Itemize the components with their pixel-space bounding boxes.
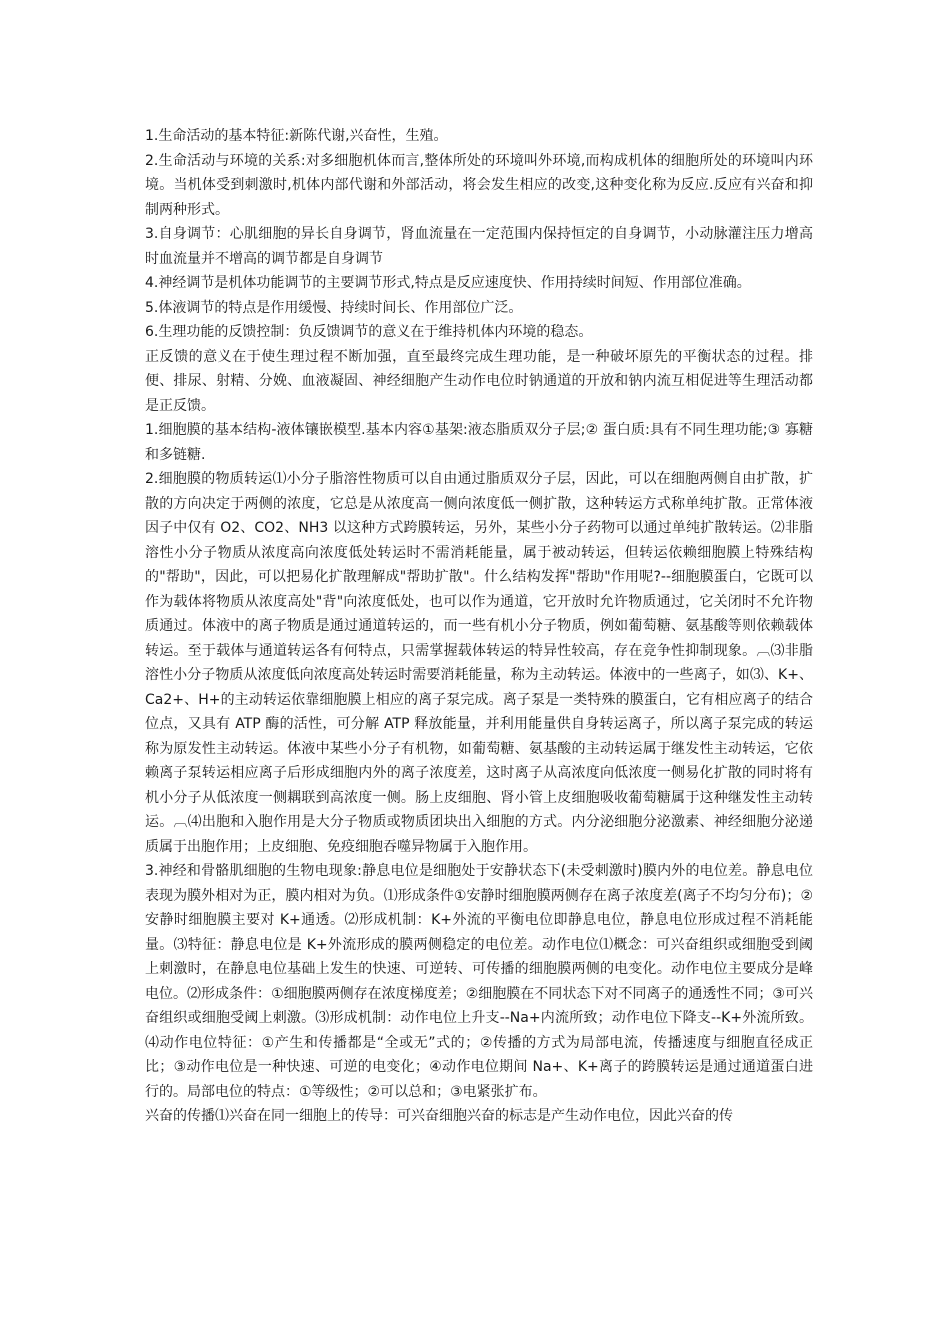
paragraph-positive-feedback: 正反馈的意义在于使生理过程不断加强，直至最终完成生理功能，是一种破坏原先的平衡状态的过程。排便、排尿、射精、分娩、血液凝固、神经细胞产生动作电位时钠通道的开放和钠内流互相促进等生理活动都是正反馈。: [145, 348, 813, 414]
paragraph-neural-regulation: 4.神经调节是机体功能调节的主要调节形式,特点是反应速度快、作用持续时间短、作用部位准确。: [145, 275, 751, 291]
document-body: [145, 124, 813, 1129]
paragraph-feedback-control: 6.生理功能的反馈控制：负反馈调节的意义在于维持机体内环境的稳态。: [145, 324, 593, 340]
paragraph-humoral-regulation: 5.体液调节的特点是作用缓慢、持续时间长、作用部位广泛。: [145, 299, 523, 316]
paragraph-bioelectric-phenomena: 3.神经和骨骼肌细胞的生物电现象:静息电位是细胞处于安静状态下(未受刺激时)膜内外的电位差。静息电位表现为膜外相对为正，膜内相对为负。⑴形成条件①安静时细胞膜两侧存在离子浓度差(离子不均匀分布)；②安静时细胞膜主要对 K+通透。⑵形成机制：K+外流的平衡电位即静息电位，静息电位形成过程不消耗能量。⑶特征：静息电位是 K+外流形成的膜两侧稳定的电位差。动作电位⑴概念：可兴奋组织或细胞受到阈上刺激时，在静息电位基础上发生的快速、可逆转、可传播的细胞膜两侧的电变化。动作电位主要成分是峰电位。⑵形成条件：①细胞膜两侧存在浓度梯度差；②细胞膜在不同状态下对不同离子的通透性不同；③可兴奋组织或细胞受阈上刺激。⑶形成机制：动作电位上升支--Na+内流所致；动作电位下降支--K+外流所致。⑷动作电位特征：①产生和传播都是“全或无”式的；②传播的方式为局部电流，传播速度与细胞直径成正比；③动作电位是一种快速、可逆的电变化；④动作电位期间 Na+、K+离子的跨膜转运是通过通道蛋白进行的。局部电位的特点：①等级性；②可以总和；③电紧张扩布。: [145, 863, 813, 1100]
paragraph-life-activity-features: 1.生命活动的基本特征:新陈代谢,兴奋性，生殖。: [145, 128, 448, 144]
paragraph-life-environment-relation: 2.生命活动与环境的关系:对多细胞机体而言,整体所处的环境叫外环境,而构成机体的细胞所处的环境叫内环境。当机体受到刺激时,机体内部代谢和外部活动，将会发生相应的改变,这种变化称为反应.反应有兴奋和抑制两种形式。: [145, 152, 813, 218]
paragraph-autoregulation: 3.自身调节：心肌细胞的异长自身调节，肾血流量在一定范围内保持恒定的自身调节，小动脉灌注压力增高时血流量并不增高的调节都是自身调节: [145, 226, 813, 267]
paragraph-excitation-propagation: 兴奋的传播⑴兴奋在同一细胞上的传导：可兴奋细胞兴奋的标志是产生动作电位，因此兴奋的传: [145, 1108, 733, 1124]
paragraph-membrane-structure: 1.细胞膜的基本结构-液体镶嵌模型.基本内容①基架:液态脂质双分子层;② 蛋白质:具有不同生理功能;③ 寡糖和多链糖.: [145, 422, 813, 463]
paragraph-membrane-transport: 2.细胞膜的物质转运⑴小分子脂溶性物质可以自由通过脂质双分子层，因此，可以在细胞两侧自由扩散，扩散的方向决定于两侧的浓度，它总是从浓度高一侧向浓度低一侧扩散，这种转运方式称单纯扩散。正常体液因子中仅有 O2、CO2、NH3 以这种方式跨膜转运，另外，某些小分子药物可以通过单纯扩散转运。⑵非脂溶性小分子物质从浓度高向浓度低处转运时不需消耗能量，属于被动转运，但转运依赖细胞膜上特殊结构的"帮助"，因此，可以把易化扩散理解成"帮助扩散"。什么结构发挥"帮助"作用呢?--细胞膜蛋白，它既可以作为载体将物质从浓度高处"背"向浓度低处，也可以作为通道，它开放时允许物质通过，它关闭时不允许物质通过。体液中的离子物质是通过通道转运的，而一些有机小分子物质，例如葡萄糖、氨基酸等则依赖载体转运。至于载体与通道转运各有何特点，只需掌握载体转运的特异性较高，存在竞争性抑制现象。︹⑶非脂溶性小分子物质从浓度低向浓度高处转运时需要消耗能量，称为主动转运。体液中的一些离子，如⑶、K+、Ca2+、H+的主动转运依靠细胞膜上相应的离子泵完成。离子泵是一类特殊的膜蛋白，它有相应离子的结合位点，又具有 ATP 酶的活性，可分解 ATP 释放能量，并利用能量供自身转运离子，所以离子泵完成的转运称为原发性主动转运。体液中某些小分子有机物，如葡萄糖、氨基酸的主动转运属于继发性主动转运，它依赖离子泵转运相应离子后形成细胞内外的离子浓度差，这时离子从高浓度向低浓度一侧易化扩散的同时将有机小分子从低浓度一侧耦联到高浓度一侧。肠上皮细胞、肾小管上皮细胞吸收葡萄糖属于这种继发性主动转运。︹⑷出胞和入胞作用是大分子物质或物质团块出入细胞的方式。内分泌细胞分泌激素、神经细胞分泌递质属于出胞作用；上皮细胞、免疫细胞吞噬异物属于入胞作用。: [145, 471, 813, 855]
